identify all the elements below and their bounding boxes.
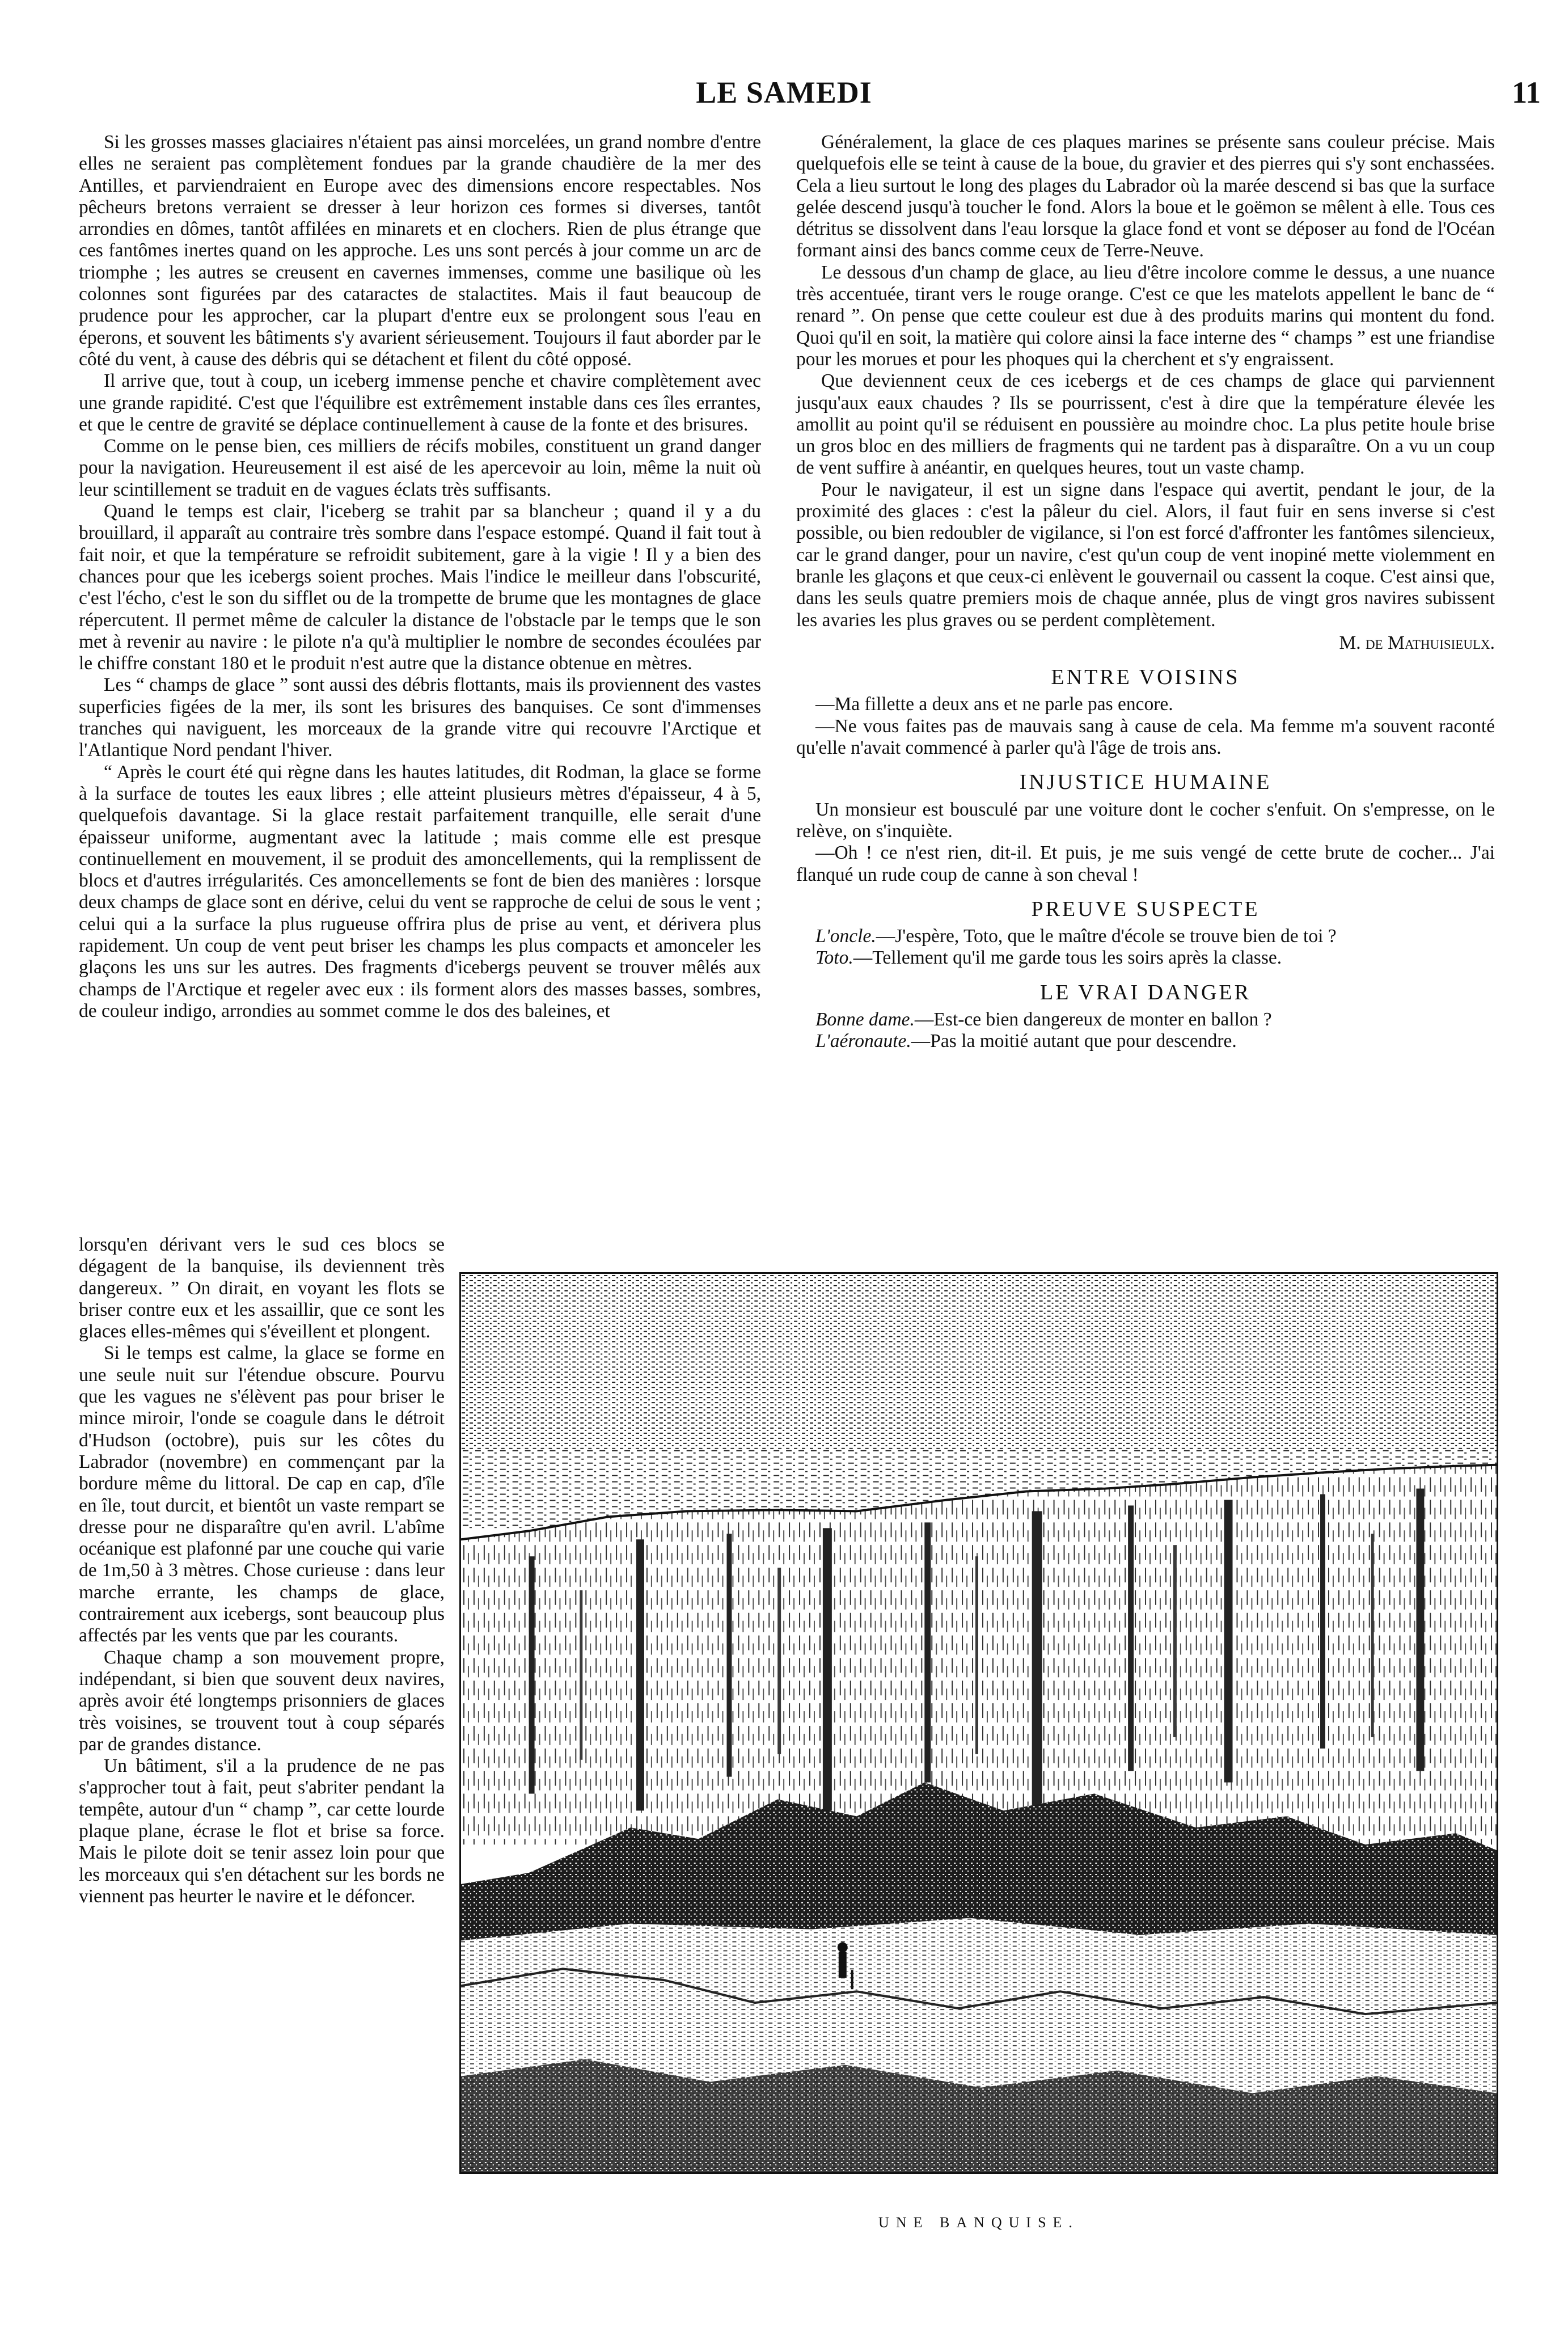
article-left-narrow-column [79, 1234, 445, 1907]
anecdote-text: —Tellement qu'il me garde tous les soirs après la classe. [853, 947, 1282, 969]
anecdote-speaker: L'aéronaute. [815, 1031, 911, 1052]
anecdote-line [796, 926, 1495, 947]
anecdote-text: Un monsieur est bousculé par une voiture dont le cocher s'enfuit. On s'empresse, on le relève, on s'inquiète. [796, 799, 1495, 842]
article-paragraph: lorsqu'en dérivant vers le sud ces blocs se dégagent de la banquise, ils deviennent très dangereux. ” On dirait, en voyant les flots se briser contre eux et les assaillir, que ce sont les glaces elles-mêmes qui s'éveillent et plongent. [79, 1234, 445, 1342]
anecdote-heading: INJUSTICE HUMAINE [1019, 770, 1272, 795]
article-paragraph: Quand le temps est clair, l'iceberg se trahit par sa blancheur ; quand il y a du brouillard, il apparaît au contraire très sombre dans l'espace estompé. Quand il fait tout à fait noir, et que la température se refroidit subitement, gare à la vigie ! Il y a bien des chances pour que les icebergs soient proches. Mais l'indice le meilleur dans l'obscurité, c'est l'écho, c'est le son du sifflet ou de la trompette de brume que les montagnes de glace répercutent. Il permet même de calculer la distance de l'obstacle par le temps que le son met à revenir au navire : le pilote n'a qu'à multiplier le nombre de secondes écoulées par le chiffre constant 180 et le produit n'est autre que la distance obtenue en mètres. [79, 501, 761, 674]
page-header-title: LE SAMEDI [696, 75, 872, 109]
anecdote-preuve-suspecte [796, 898, 1495, 969]
article-paragraph: Si le temps est calme, la glace se forme en une seule nuit sur l'étendue obscure. Pourvu que les vagues ne s'élèvent pas pour briser le mince miroir, l'onde se coagule dans le détroit d'Hudson (octobre), puis sur les côtes du Labrador (novembre) en commençant par la bordure même du littoral. De cap en cap, d'île en île, tout durcit, et bientôt un vaste rempart se dresse pour ne disparaître qu'en avril. L'abîme océanique est plafonné par une couche qui varie de 1m,50 à 3 mètres. Chose curieuse : dans leur marche errante, les champs de glace, contrairement aux icebergs, sont beaucoup plus affectés par les vents que par les courants. [79, 1342, 445, 1646]
anecdote-text: —Est-ce bien dangereux de monter en ballon ? [914, 1008, 1272, 1030]
anecdote-injustice-humaine [796, 771, 1495, 885]
anecdote-le-vrai-danger [796, 982, 1495, 1053]
page-number: 11 [1511, 75, 1541, 109]
article-paragraph: Comme on le pense bien, ces milliers de récifs mobiles, constituent un grand danger pour la navigation. Heureusement il est aisé de les apercevoir au loin, même la nuit où leur scintillement se traduit en de vagues éclats très suffisants. [79, 436, 761, 500]
article-paragraph: Pour le navigateur, il est un signe dans l'espace qui avertit, pendant le jour, de la proximité des glaces : c'est la pâleur du ciel. Alors, il faut fuir en sens inverse si c'est possible, ou bien redoubler de vigilance, si l'on est forcé d'affronter les fantômes silencieux, car le grand danger, pour un navire, c'est qu'un coup de vent inopiné mette violemment en branle les glaçons et que ceux-ci enlèvent le gouvernail ou cassent la coque. C'est ainsi que, dans les seuls quatre premiers mois de chaque année, plus de vingt gros navires subissent les avaries les plus graves ou se perdent complètement. [796, 479, 1495, 631]
anecdote-text: —Ne vous faites pas de mauvais sang à cause de cela. Ma femme m'a souvent raconté qu'elle n'avait commencé à parler qu'à l'âge de trois ans. [796, 715, 1495, 759]
article-paragraph: Les “ champs de glace ” sont aussi des débris flottants, mais ils proviennent des vastes superficies figées de la mer, ils sont les brisures des banquises. Ce sont d'immenses tranches qui naviguent, les morceaux de la grande vitre qui recouvre l'Arctique et l'Atlantique Nord pendant l'hiver. [79, 674, 761, 761]
anecdote-line [796, 842, 1495, 886]
anecdote-line [796, 947, 1495, 969]
anecdote-line [796, 799, 1495, 843]
article-right-column [796, 132, 1495, 1053]
article-paragraph: Chaque champ a son mouvement propre, indépendant, si bien que souvent deux navires, après avoir été longtemps prisonniers de glaces très voisines, se trouvent tout à coup séparés par de grandes distance. [79, 1646, 445, 1755]
article-paragraph: Si les grosses masses glaciaires n'étaient pas ainsi morcelées, un grand nombre d'entre elles ne seraient pas complètement fondues par la grande chaudière de la mer des Antilles, et parviendraient en Europe avec des dimensions encore respectables. Nos pêcheurs bretons verraient se dresser à leur horizon ces formes si diverses, tantôt arrondies en dômes, tantôt affilées en minarets et en clochers. Rien de plus étrange que ces fantômes inertes quand on les approche. Les uns sont percés à jour comme un arc de triomphe ; les autres se creusent en cavernes immenses, comme une basilique où les colonnes sont figurées par des cataractes de stalactites. Mais il faut beaucoup de prudence pour les approcher, car la plupart d'entre eux se prolongent sous l'eau en éperons, et souvent les bâtiments s'y avarient sérieusement. Toujours il faut aborder par le côté du vent, à cause des débris qui se détachent et filent du côté opposé. [79, 132, 761, 370]
anecdote-heading: ENTRE VOISINS [1051, 665, 1240, 690]
anecdote-line [796, 694, 1495, 715]
illustration-caption: UNE BANQUISE. [878, 2214, 1079, 2231]
anecdote-speaker: L'oncle. [815, 926, 876, 947]
article-paragraph: Il arrive que, tout à coup, un iceberg immense penche et chavire complètement avec une grande rapidité. C'est que l'équilibre est extrêmement instable dans ces îles errantes, et que le centre de gravité se déplace continuellement à cause de la fonte et des brisures. [79, 370, 761, 435]
anecdote-line [796, 1009, 1495, 1031]
anecdote-speaker: Bonne dame. [815, 1008, 915, 1030]
anecdote-heading: LE VRAI DANGER [1040, 980, 1251, 1004]
banquise-engraving [459, 1272, 1498, 2174]
anecdote-text: —Pas la moitié autant que pour descendre. [911, 1031, 1237, 1052]
anecdote-text: —Oh ! ce n'est rien, dit-il. Et puis, je me suis vengé de cette brute de cocher... J'ai flanqué un rude coup de canne à son cheval ! [796, 842, 1495, 885]
article-paragraph: “ Après le court été qui règne dans les hautes latitudes, dit Rodman, la glace se forme à la surface de toutes les eaux libres ; elle atteint plusieurs mètres d'épaisseur, 4 à 5, quelquefois davantage. Si la glace restait parfaitement tranquille, elle serait d'une épaisseur uniforme, augmentant avec la latitude ; mais comme elle est presque continuellement en mouvement, il se produit des amoncellements, qui la remplissent de blocs et d'autres irrégularités. Ces amoncellements se font de bien des manières : lorsque deux champs de glace sont en dérive, celui du vent se rapproche de celui de sous le vent ; celui qui a la surface la plus rugueuse offrira plus de prise au vent, et dérivera plus rapidement. Un coup de vent peut briser les champs les plus compacts et amonceler les glaçons les uns sur les autres. Des fragments d'icebergs peuvent se trouver mêlés aux champs de l'Arctique et regeler avec eux : ils forment alors des masses basses, sombres, de couleur indigo, arrondies au sommet comme le dos des baleines, et [79, 761, 761, 1021]
article-paragraph: Le dessous d'un champ de glace, au lieu d'être incolore comme le dessus, a une nuance très accentuée, tirant vers le rouge orange. C'est ce que les matelots appellent le banc de “ renard ”. On pense que cette couleur est due à des produits marins qui montent du fond. Quoi qu'il en soit, la matière qui colore ainsi la face interne des “ champs ” est une friandise pour les morues et pour les phoques qui la cherchent et s'y engraissent. [796, 261, 1495, 370]
anecdote-line [796, 1031, 1495, 1052]
banquise-engraving-art [461, 1274, 1497, 2172]
article-left-column [79, 132, 761, 1022]
anecdote-heading: PREUVE SUSPECTE [1031, 897, 1260, 921]
article-paragraph: Que deviennent ceux de ces icebergs et de ces champs de glace qui parviennent jusqu'aux eaux chaudes ? Ils se pourrissent, c'est à dire que la température élevée les amollit au point qu'il se réduisent en poussière au moindre choc. La plus petite houle brise un gros bloc en des milliers de fragments qui ne tardent pas à disparaître. On a vu un coup de vent suffire à anéantir, en quelques heures, tout un vaste champ. [796, 370, 1495, 479]
article-signature: M. de Mathuisieulx. [1339, 632, 1495, 653]
article-paragraph: Généralement, la glace de ces plaques marines se présente sans couleur précise. Mais quelquefois elle se teint à cause de la boue, du gravier et des pierres qui s'y sont enchassées. Cela a lieu surtout le long des plages du Labrador où la marée descend si bas que la surface gelée descend jusqu'à toucher le fond. Alors la boue et le goëmon se mêlent à elle. Tous ces détritus se dissolvent dans l'eau lorsque la glace fond et vont se déposer au fond de l'Océan formant ainsi des bancs comme ceux de Terre-Neuve. [796, 132, 1495, 261]
anecdote-speaker: Toto. [815, 947, 853, 969]
anecdote-text: —J'espère, Toto, que le maître d'école se trouve bien de toi ? [876, 926, 1337, 947]
anecdote-line [796, 716, 1495, 759]
article-paragraph: Un bâtiment, s'il a la prudence de ne pas s'approcher tout à fait, peut s'abriter pendant la tempête, autour d'un “ champ ”, car cette lourde plaque plane, écrase le flot et brise sa force. Mais le pilote doit se tenir assez loin pour que les morceaux qui s'en détachent sur les bords ne viennent pas heurter le navire et le défoncer. [79, 1755, 445, 1907]
anecdote-entre-voisins [796, 666, 1495, 759]
anecdote-text: —Ma fillette a deux ans et ne parle pas encore. [815, 694, 1173, 715]
